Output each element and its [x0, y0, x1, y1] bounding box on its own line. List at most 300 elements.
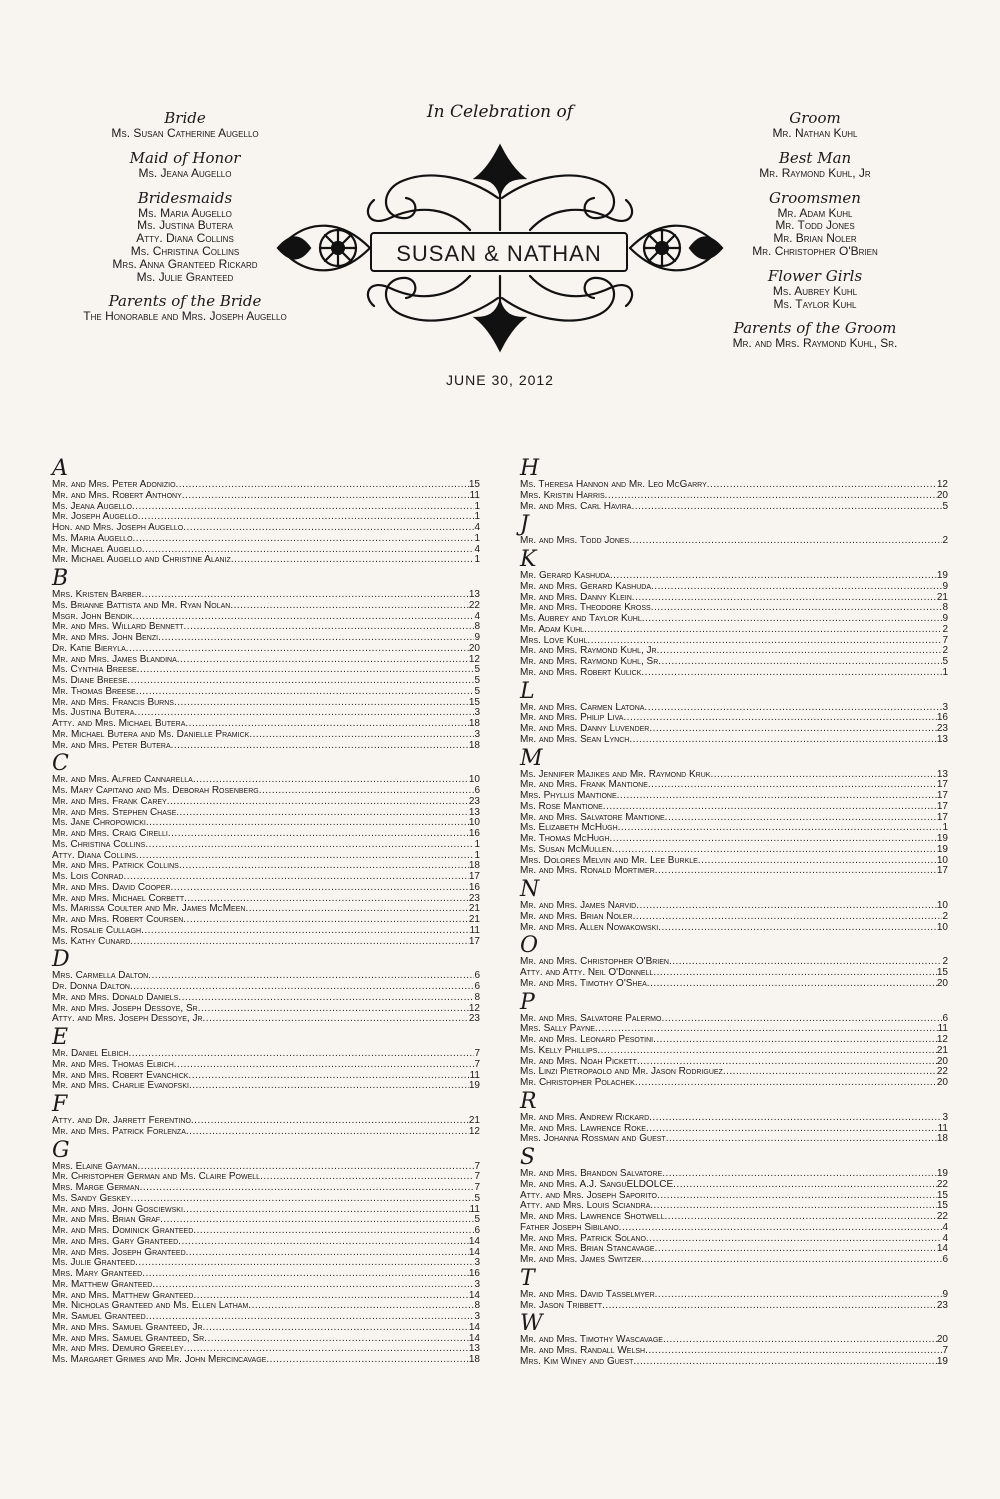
dot-leader [203, 1014, 469, 1025]
party-member: Ms. Christina Collins [130, 243, 240, 258]
table-number: 10 [468, 774, 480, 786]
dot-leader [146, 818, 469, 829]
table-number: 13 [468, 589, 480, 600]
letter-section [52, 568, 480, 751]
table-number: 20 [936, 1055, 948, 1067]
table-number: 17 [936, 811, 948, 823]
dot-leader [178, 1237, 469, 1248]
guest-name: Mrs. Kim Winey and Guest [520, 1355, 634, 1367]
table-number: 11 [469, 924, 480, 936]
guest-row [520, 1046, 948, 1057]
guest-row [52, 1060, 480, 1071]
table-number: 23 [468, 795, 480, 807]
guest-row [520, 845, 948, 856]
table-number: 17 [468, 935, 480, 947]
guest-row [52, 601, 480, 612]
table-number: 3 [474, 707, 480, 719]
table-number: 2 [942, 910, 948, 922]
dot-leader [170, 883, 468, 894]
table-number: 3 [474, 1278, 480, 1290]
table-number: 7 [942, 1345, 948, 1356]
dot-leader [177, 655, 469, 666]
guest-name: Mrs. Carmella Dalton [52, 970, 149, 982]
dot-leader [610, 571, 937, 582]
table-number: 8 [474, 621, 480, 633]
guest-name: Ms. Aubrey and Taylor Kuhl [520, 613, 642, 624]
table-number: 10 [468, 817, 480, 829]
guest-name: Mrs. Mary Granteed [52, 1268, 143, 1279]
dot-leader [127, 676, 474, 687]
table-number: 13 [936, 768, 948, 780]
dot-leader [167, 797, 469, 808]
table-number: 19 [936, 1355, 948, 1367]
dot-leader [158, 633, 474, 644]
table-number: 4 [474, 543, 480, 555]
guest-row [52, 1237, 480, 1248]
guest-name: Mr. and Mrs. Alfred Cannarella [52, 774, 193, 786]
dot-leader [259, 786, 475, 797]
party-group [700, 189, 930, 258]
table-number: 21 [936, 591, 948, 603]
table-number: 7 [474, 1048, 480, 1059]
guest-name: Mr. and Mrs. Todd Jones [520, 535, 630, 547]
guest-name: Mr. and Mrs. Demuro Greeley [52, 1343, 184, 1355]
table-number: 16 [468, 1268, 480, 1279]
table-number: 21 [468, 903, 480, 915]
section-letter: N [520, 877, 540, 902]
table-number: 15 [468, 696, 480, 708]
guest-name: Mr. and Mrs. Brian Stancavage [520, 1243, 655, 1255]
table-number: 19 [468, 1080, 480, 1092]
guest-name: Mrs. Elaine Gayman [52, 1160, 138, 1172]
dot-leader [126, 644, 469, 655]
table-number: 5 [474, 1214, 480, 1226]
table-number: 1 [474, 849, 480, 861]
party-role: Parents of the Groom [733, 319, 897, 338]
dot-leader [176, 480, 469, 491]
table-number: 2 [942, 645, 948, 657]
table-number: 3 [942, 1111, 948, 1123]
guest-row [520, 502, 948, 513]
dot-leader [584, 625, 942, 636]
section-letter: A [52, 456, 68, 481]
dot-leader [178, 993, 474, 1004]
dot-leader [186, 1127, 469, 1138]
party-member: Mrs. Anna Granteed Rickard [112, 256, 258, 271]
guest-name: Atty. and Mrs. Joseph Dessoye, Jr [52, 1013, 203, 1025]
guest-row [52, 687, 480, 698]
dot-leader [160, 1215, 474, 1226]
guest-name: Ms. Linzi Pietropaolo and Mr. Jason Rodriguez [520, 1066, 723, 1078]
guest-name: Mr. Michael Butera and Ms. Danielle Pramick [52, 728, 250, 740]
guest-row [520, 1078, 948, 1089]
table-number: 9 [474, 632, 480, 643]
party-member: Ms. Aubrey Kuhl [772, 283, 858, 298]
guest-name: Mr. and Mrs. Samuel Granteed, Jr [52, 1321, 203, 1333]
dot-leader [633, 1357, 936, 1368]
dot-leader [658, 657, 942, 668]
guest-name: Atty. and Dr. Jarrett Ferentino [52, 1115, 191, 1126]
dot-leader [655, 1290, 943, 1301]
party-role: Bridesmaids [137, 188, 233, 207]
dot-leader [183, 915, 469, 926]
table-number: 5 [474, 675, 480, 686]
table-number: 18 [468, 739, 480, 751]
dot-leader [619, 1223, 943, 1234]
letter-section [520, 935, 948, 989]
seating-column-left [52, 456, 480, 1366]
section-letter: G [52, 1137, 70, 1163]
guest-row [52, 1194, 480, 1205]
guest-name: Mrs. Sally Payne [520, 1023, 595, 1035]
guest-name: Ms. Susan McMullen [520, 843, 612, 855]
dot-leader [707, 480, 937, 491]
guest-name: Mr. and Mrs. Frank Carey [52, 795, 167, 807]
guest-row [520, 912, 948, 923]
table-number: 17 [936, 790, 948, 801]
party-member: Mr. Brian Noler [773, 231, 857, 246]
dot-leader [629, 735, 937, 746]
table-number: 12 [936, 479, 948, 490]
letter-section [520, 458, 948, 512]
guest-row [520, 1255, 948, 1266]
dot-leader [651, 582, 942, 593]
table-number: 2 [942, 956, 948, 968]
guest-row [52, 1355, 480, 1366]
guest-name: Mr. and Mrs. Francis Burns [52, 696, 174, 708]
dot-leader [128, 1049, 474, 1060]
table-number: 17 [936, 800, 948, 812]
table-number: 1 [942, 822, 948, 834]
guest-name: Mr. and Mrs. Noah Pickett [520, 1055, 637, 1067]
dot-leader [664, 1212, 936, 1223]
guest-name: Ms. Kelly Phillips [520, 1044, 598, 1056]
dot-leader [134, 708, 474, 719]
dot-leader [182, 491, 470, 502]
table-number: 6 [474, 785, 480, 796]
guest-row [520, 866, 948, 877]
party-member: Ms. Susan Catherine Augello [111, 126, 259, 140]
table-number: 1 [942, 666, 948, 678]
guest-name: Msgr. John Bendik [52, 610, 133, 622]
table-number: 15 [468, 479, 480, 490]
guest-name: Mr. and Mrs. James Switzer [520, 1254, 642, 1265]
table-number: 5 [474, 1192, 480, 1204]
table-number: 17 [936, 865, 948, 877]
guest-name: Atty. and Atty. Neil O'Donnell [520, 967, 654, 978]
guest-name: Ms. Rosalie Cullagh [52, 924, 142, 936]
table-number: 21 [936, 1044, 948, 1056]
party-role: Maid of Honor [129, 148, 241, 167]
section-letter: J [520, 512, 529, 538]
dot-leader [636, 901, 937, 912]
guest-row [52, 883, 480, 894]
dot-leader [647, 979, 937, 990]
guest-name: Mr. and Mrs. Thomas Elbich [52, 1058, 174, 1070]
table-number: 23 [468, 892, 480, 904]
table-number: 7 [474, 1171, 480, 1183]
guest-name: Ms. Mary Capitano and Ms. Deborah Rosenberg [52, 785, 259, 796]
table-number: 6 [942, 1254, 948, 1265]
guest-name: Mr. Nicholas Granteed and Ms. Ellen Latham [52, 1300, 249, 1312]
dot-leader [633, 912, 943, 923]
guest-name: Mr. and Mrs. Theodore Kross [520, 602, 651, 614]
dot-leader [174, 698, 469, 709]
guest-row [52, 1127, 480, 1138]
guest-row [52, 534, 480, 545]
party-member: Mr. Christopher O'Brien [752, 243, 878, 258]
dot-leader [641, 668, 942, 679]
dot-leader [130, 937, 469, 948]
dot-leader [136, 687, 475, 698]
party-role: Parents of the Bride [108, 292, 262, 311]
table-number: 3 [942, 701, 948, 713]
table-number: 18 [468, 718, 480, 729]
dot-leader [174, 1060, 475, 1071]
table-number: 7 [474, 1182, 480, 1193]
guest-name: Mr. and Mrs. John Gosciewski [52, 1203, 183, 1215]
guest-name: Mr. and Mrs. David Tasselmyer [520, 1288, 655, 1300]
guest-name: Hon. and Mrs. Joseph Augello [52, 522, 184, 533]
table-number: 6 [474, 1225, 480, 1236]
table-number: 16 [936, 712, 948, 724]
guest-name: Mr. and Mrs. Matthew Granteed [52, 1289, 194, 1301]
guest-name: Ms. Diane Breese [52, 675, 128, 686]
guest-name: Mr. Christopher German and Ms. Claire Powell [52, 1171, 261, 1183]
party-group [700, 319, 930, 350]
guest-name: Mr. and Mrs. Lawrence Shotwell [520, 1211, 665, 1222]
party-role: Groom [789, 109, 841, 127]
guest-name: Mr. and Mrs. Danny Klein [520, 591, 632, 603]
party-member: Mr. Raymond Kuhl, Jr [759, 165, 871, 180]
guest-row [52, 1014, 480, 1025]
guest-name: Mr. and Mrs. Joseph Dessoye, Sr [52, 1002, 198, 1014]
dot-leader [597, 1046, 937, 1057]
party-role: Flower Girls [767, 266, 863, 285]
guest-row [52, 1081, 480, 1092]
table-number: 9 [942, 580, 948, 592]
guest-name: Mr. and Mrs. Sean Lynch [520, 733, 630, 745]
groom-party [700, 100, 930, 350]
dot-leader [148, 971, 474, 982]
table-number: 12 [468, 653, 480, 665]
section-letter: S [520, 1145, 536, 1170]
guest-row [52, 840, 480, 851]
table-number: 1 [474, 511, 480, 523]
table-number: 6 [474, 981, 480, 992]
section-letter: C [52, 751, 69, 777]
dot-leader [168, 829, 469, 840]
letter-section [520, 1147, 948, 1266]
dot-leader [131, 1194, 475, 1205]
dot-leader [152, 1280, 474, 1291]
table-number: 14 [936, 1243, 948, 1255]
table-number: 7 [942, 634, 948, 646]
table-number: 10 [936, 854, 948, 866]
dot-leader [673, 1180, 937, 1191]
table-number: 23 [936, 1299, 948, 1311]
dot-leader [649, 724, 937, 735]
table-number: 20 [936, 977, 948, 989]
dot-leader [123, 872, 468, 883]
section-letter: D [52, 947, 70, 973]
guest-row [520, 1357, 948, 1368]
table-number: 3 [474, 1311, 480, 1322]
section-letter: B [52, 566, 69, 591]
guest-row [520, 1180, 948, 1191]
dot-leader [631, 502, 942, 513]
dot-leader [653, 1035, 937, 1046]
guest-name: Mr. Jason Tribbett [520, 1299, 603, 1311]
guest-name: Mr. and Mrs. Brian Graf [52, 1214, 161, 1226]
dot-leader [641, 1255, 942, 1266]
dot-leader [248, 1301, 474, 1312]
guest-name: Mr. and Mrs. Timothy O'Shea [520, 977, 647, 989]
table-number: 19 [936, 833, 948, 844]
dot-leader [191, 1116, 469, 1127]
dot-leader [140, 1183, 475, 1194]
dot-leader [603, 802, 937, 813]
table-number: 21 [468, 1115, 480, 1126]
table-number: 8 [942, 602, 948, 614]
dot-leader [132, 502, 475, 513]
guest-name: Ms. Maria Augello [52, 532, 133, 544]
guest-name: Mr. and Mrs. Robert Coursen [52, 914, 184, 925]
dot-leader [663, 1335, 937, 1346]
table-number: 14 [468, 1246, 480, 1258]
dot-leader [632, 593, 937, 604]
table-number: 22 [936, 1178, 948, 1190]
guest-name: Mr. and Mrs. Patrick Collins [52, 860, 179, 872]
guest-name: Mr. and Mrs. Robert Anthony [52, 489, 182, 501]
guest-name: Mr. and Mrs. Patrick Solano [520, 1232, 646, 1244]
dot-leader [665, 813, 937, 824]
guest-name: Mr. and Mrs. Frank Mantione [520, 779, 648, 791]
dot-leader [645, 1346, 942, 1357]
dot-leader [661, 1014, 942, 1025]
dot-leader [623, 713, 936, 724]
guest-name: Ms. Cynthia Breese [52, 664, 137, 676]
dot-leader [184, 622, 475, 633]
table-number: 15 [936, 1189, 948, 1201]
guest-name: Mr. and Mrs. Joseph Granteed [52, 1246, 186, 1258]
table-number: 11 [469, 1069, 480, 1081]
guest-name: Ms. Jane Chropowicki [52, 817, 146, 829]
dot-leader [612, 845, 937, 856]
party-member: Ms. Jeana Augello [138, 165, 232, 180]
guest-name: Ms. Sandy Geskey [52, 1192, 131, 1204]
guest-name: Mr. and Mrs. Willard Bennett [52, 621, 184, 633]
guest-name: Atty. and Mrs. Louis Sciandra [520, 1200, 651, 1212]
table-number: 5 [474, 664, 480, 676]
section-letter: E [52, 1025, 69, 1050]
guest-name: Mr. and Mrs. Gary Granteed [52, 1235, 179, 1247]
table-number: 19 [936, 570, 948, 581]
guest-row [520, 582, 948, 593]
guest-name: Mr. Samuel Granteed [52, 1311, 146, 1322]
dot-leader [189, 1081, 469, 1092]
dot-leader [657, 646, 943, 657]
party-member: Mr. Adam Kuhl [777, 205, 853, 220]
guest-name: Mr. and Mrs. Patrick Forlenza [52, 1125, 186, 1137]
dot-leader [651, 603, 943, 614]
seating-column-right [520, 456, 948, 1368]
guest-name: Mr. Christopher Polachek [520, 1077, 635, 1088]
guest-name: Mr. Daniel Elbich [52, 1048, 129, 1059]
table-number: 3 [474, 728, 480, 740]
guest-name: Mr. and Mrs. Robert Kulick [520, 666, 642, 678]
guest-name: Mr. and Mrs. Charlie Evanofski [52, 1080, 189, 1092]
letter-section [52, 1137, 480, 1366]
table-number: 11 [469, 489, 480, 501]
guest-name: Mr. and Mrs. David Cooper [52, 881, 171, 893]
guest-row [520, 1301, 948, 1312]
table-number: 18 [468, 1354, 480, 1365]
section-letter: O [520, 933, 539, 959]
dot-leader [649, 1113, 942, 1124]
guest-name: Mr. and Mrs. Brian Noler [520, 910, 633, 922]
guest-name: Mr. and Mrs. Brandon Salvatore [520, 1168, 663, 1179]
table-number: 22 [468, 599, 480, 611]
section-letter: R [520, 1088, 537, 1114]
dot-leader [602, 1301, 937, 1312]
guest-name: Mr. and Mrs. Craig Cirelli [52, 828, 168, 839]
table-number: 5 [942, 500, 948, 512]
table-number: 5 [474, 685, 480, 697]
letter-section [520, 1265, 948, 1312]
table-number: 11 [937, 1023, 948, 1035]
guest-name: Mr. and Mrs. Timothy Wascavage [520, 1334, 663, 1346]
section-letter: F [52, 1092, 68, 1117]
dot-leader [204, 1334, 469, 1345]
guest-row [520, 668, 948, 679]
table-number: 17 [468, 871, 480, 882]
dot-leader [245, 904, 468, 915]
table-number: 4 [942, 1221, 948, 1233]
dot-leader [135, 1258, 474, 1269]
guest-row [520, 923, 948, 934]
dot-leader [648, 780, 937, 791]
table-number: 11 [937, 1122, 948, 1134]
table-number: 20 [468, 642, 480, 654]
table-number: 1 [474, 500, 480, 512]
dot-leader [642, 614, 943, 625]
table-number: 23 [468, 1013, 480, 1025]
guest-name: Ms. Justina Butera [52, 707, 135, 719]
celebration-heading: In Celebration of [426, 102, 574, 122]
table-number: 9 [942, 1288, 948, 1300]
guest-row [52, 644, 480, 655]
party-member: Ms. Julie Granteed [136, 269, 234, 284]
letter-section [52, 753, 480, 947]
table-number: 4 [474, 522, 480, 533]
section-letter: L [520, 678, 535, 704]
dot-leader [186, 1248, 469, 1259]
guest-name: Ms. Rose Mantione [520, 800, 603, 812]
dot-leader [138, 512, 475, 523]
guest-name: Mr. and Mrs. Raymond Kuhl, Sr [520, 656, 659, 667]
guest-name: Ms. Jeana Augello [52, 500, 132, 512]
guest-name: Mr. and Mrs. Salvatore Palermo [520, 1012, 662, 1024]
guest-name: Ms. Brianne Battista and Mr. Ryan Nolan [52, 599, 231, 611]
table-number: 10 [936, 921, 948, 933]
dot-leader [618, 823, 943, 834]
table-number: 3 [474, 1257, 480, 1269]
guest-name: Atty. and Mrs. Joseph Saporito [520, 1189, 657, 1201]
guest-name: Ms. Marissa Coulter and Mr. James McMeen [52, 903, 246, 915]
guest-name: Mr. Thomas Breese [52, 685, 136, 697]
dot-leader [203, 1323, 469, 1334]
